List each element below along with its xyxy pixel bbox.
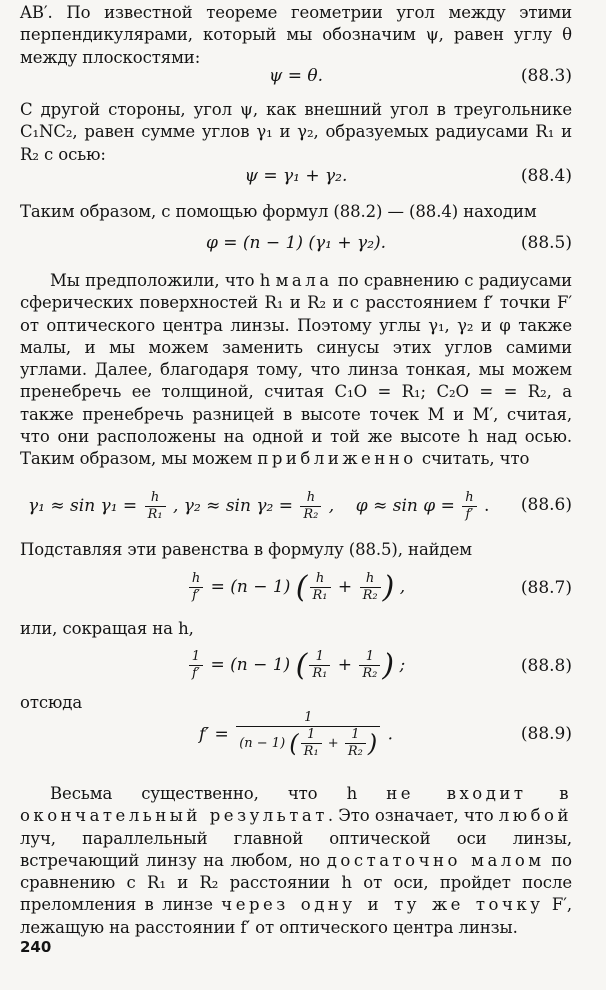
equation-88-8: [20, 648, 572, 688]
spaced-emphasis: через одну и ту же точку: [221, 895, 544, 915]
spaced-emphasis: приближенно: [257, 449, 417, 469]
equation-formula: $\frac{1}{f'}$ = (n − 1) ( $\frac{1}{\text{R₁}}$ + $\frac{1}{\text{R₂}}$ ) ;: [20, 648, 572, 683]
equation-number: (88.4): [520, 166, 572, 186]
equation-number: (88.3): [520, 66, 572, 86]
equation-formula: γ₁ ≈ sin γ₁ = $\frac{h}{\text{R₁}}$ , γ₂ ≈ sin γ₂ = $\frac{h}{\text{R₂}}$ , φ ≈ sin φ = $\frac{h}{f'}$ .: [28, 490, 490, 522]
spaced-emphasis: достаточно малом: [326, 850, 545, 870]
equation-number: (88.6): [520, 495, 572, 515]
page-number: 240: [20, 938, 52, 956]
equation-formula: φ = (n − 1) (γ₁ + γ₂).: [205, 233, 387, 253]
equation-number: (88.9): [520, 724, 572, 744]
equation-88-9: [20, 710, 572, 770]
paragraph-3: Таким образом, с помощью формул (88.2) — (88.4) находим: [20, 202, 537, 221]
equation-formula: ψ = γ₁ + γ₂.: [244, 166, 348, 186]
paragraph-2: С другой стороны, угол ψ, как внешний угол в треугольнике C₁NC₂, равен сумме углов γ₁ и γ₂, образуемых радиусами R₁ и R₂ с осью:: [20, 100, 572, 164]
equation-number: (88.8): [520, 656, 572, 676]
text-run: по сравнению с R₁ и R₂ расстоянии h от оси, пройдет после преломления в линзе: [20, 850, 572, 915]
text-run: . Это означает, что: [327, 806, 499, 826]
text-run: F′, лежащую на расстоянии f′ от оптического центра линзы.: [20, 895, 572, 937]
equation-88-7: [20, 570, 572, 610]
equation-formula: ψ = θ.: [268, 66, 324, 86]
text-run: Весьма существенно, что h: [50, 784, 387, 803]
equation-formula: $\frac{h}{f'}$ = (n − 1) ( $\frac{h}{\text{R₁}}$ + $\frac{h}{\text{R₂}}$ ) ,: [20, 570, 572, 605]
paragraph-4: [20, 270, 572, 471]
equation-88-3: [20, 66, 572, 96]
paragraph-8: [20, 783, 572, 939]
spaced-emphasis: мала: [275, 271, 333, 290]
paragraph-5: Подставляя эти равенства в формулу (88.5), найдем: [20, 540, 473, 559]
equation-88-4: [20, 166, 572, 196]
text-run: считать, что: [416, 449, 530, 469]
paragraph-6: или, сокращая на h,: [20, 619, 194, 638]
equation-number: (88.5): [520, 233, 572, 253]
text-run: луч, параллельный главной оптической оси линзы, встречающий линзу на любом, но: [20, 828, 572, 870]
spaced-emphasis: не входит в окончательный результат: [20, 784, 572, 826]
spaced-emphasis: любой: [498, 806, 572, 826]
text-run: Мы предположили, что h: [50, 271, 276, 290]
equation-88-5: [20, 233, 572, 263]
equation-88-6: [20, 490, 572, 530]
equation-number: (88.7): [520, 578, 572, 598]
paragraph-7: отсюда: [20, 693, 83, 712]
equation-formula: f′ = 1 (n − 1) ( $\frac{1}{\text{R₁}}$ + $\frac{1}{\text{R₂}}$ ) .: [198, 710, 394, 759]
paragraph-1: AB′. По известной теореме геометрии угол между этими перпендикулярами, который мы обозначим ψ, равен углу θ между плоскостями:: [20, 3, 572, 67]
text-run: по сравнению с радиусами сферических поверхностей R₁ и R₂ и с расстоянием f′ точки F′ от оптического центра линзы. Поэтому углы γ₁, γ₂ и φ также малы, и мы можем заменить синусы этих углов самими углами. Далее, благодаря тому, что линза тонкая, мы можем пренебречь ее толщиной, считая C₁O = R₁; C₂O = = R₂, а также пренебречь разницей в высоте точек M и M′, считая, что они расположены на одной и той же высоте h над осью. Таким образом, мы можем: [20, 271, 572, 469]
